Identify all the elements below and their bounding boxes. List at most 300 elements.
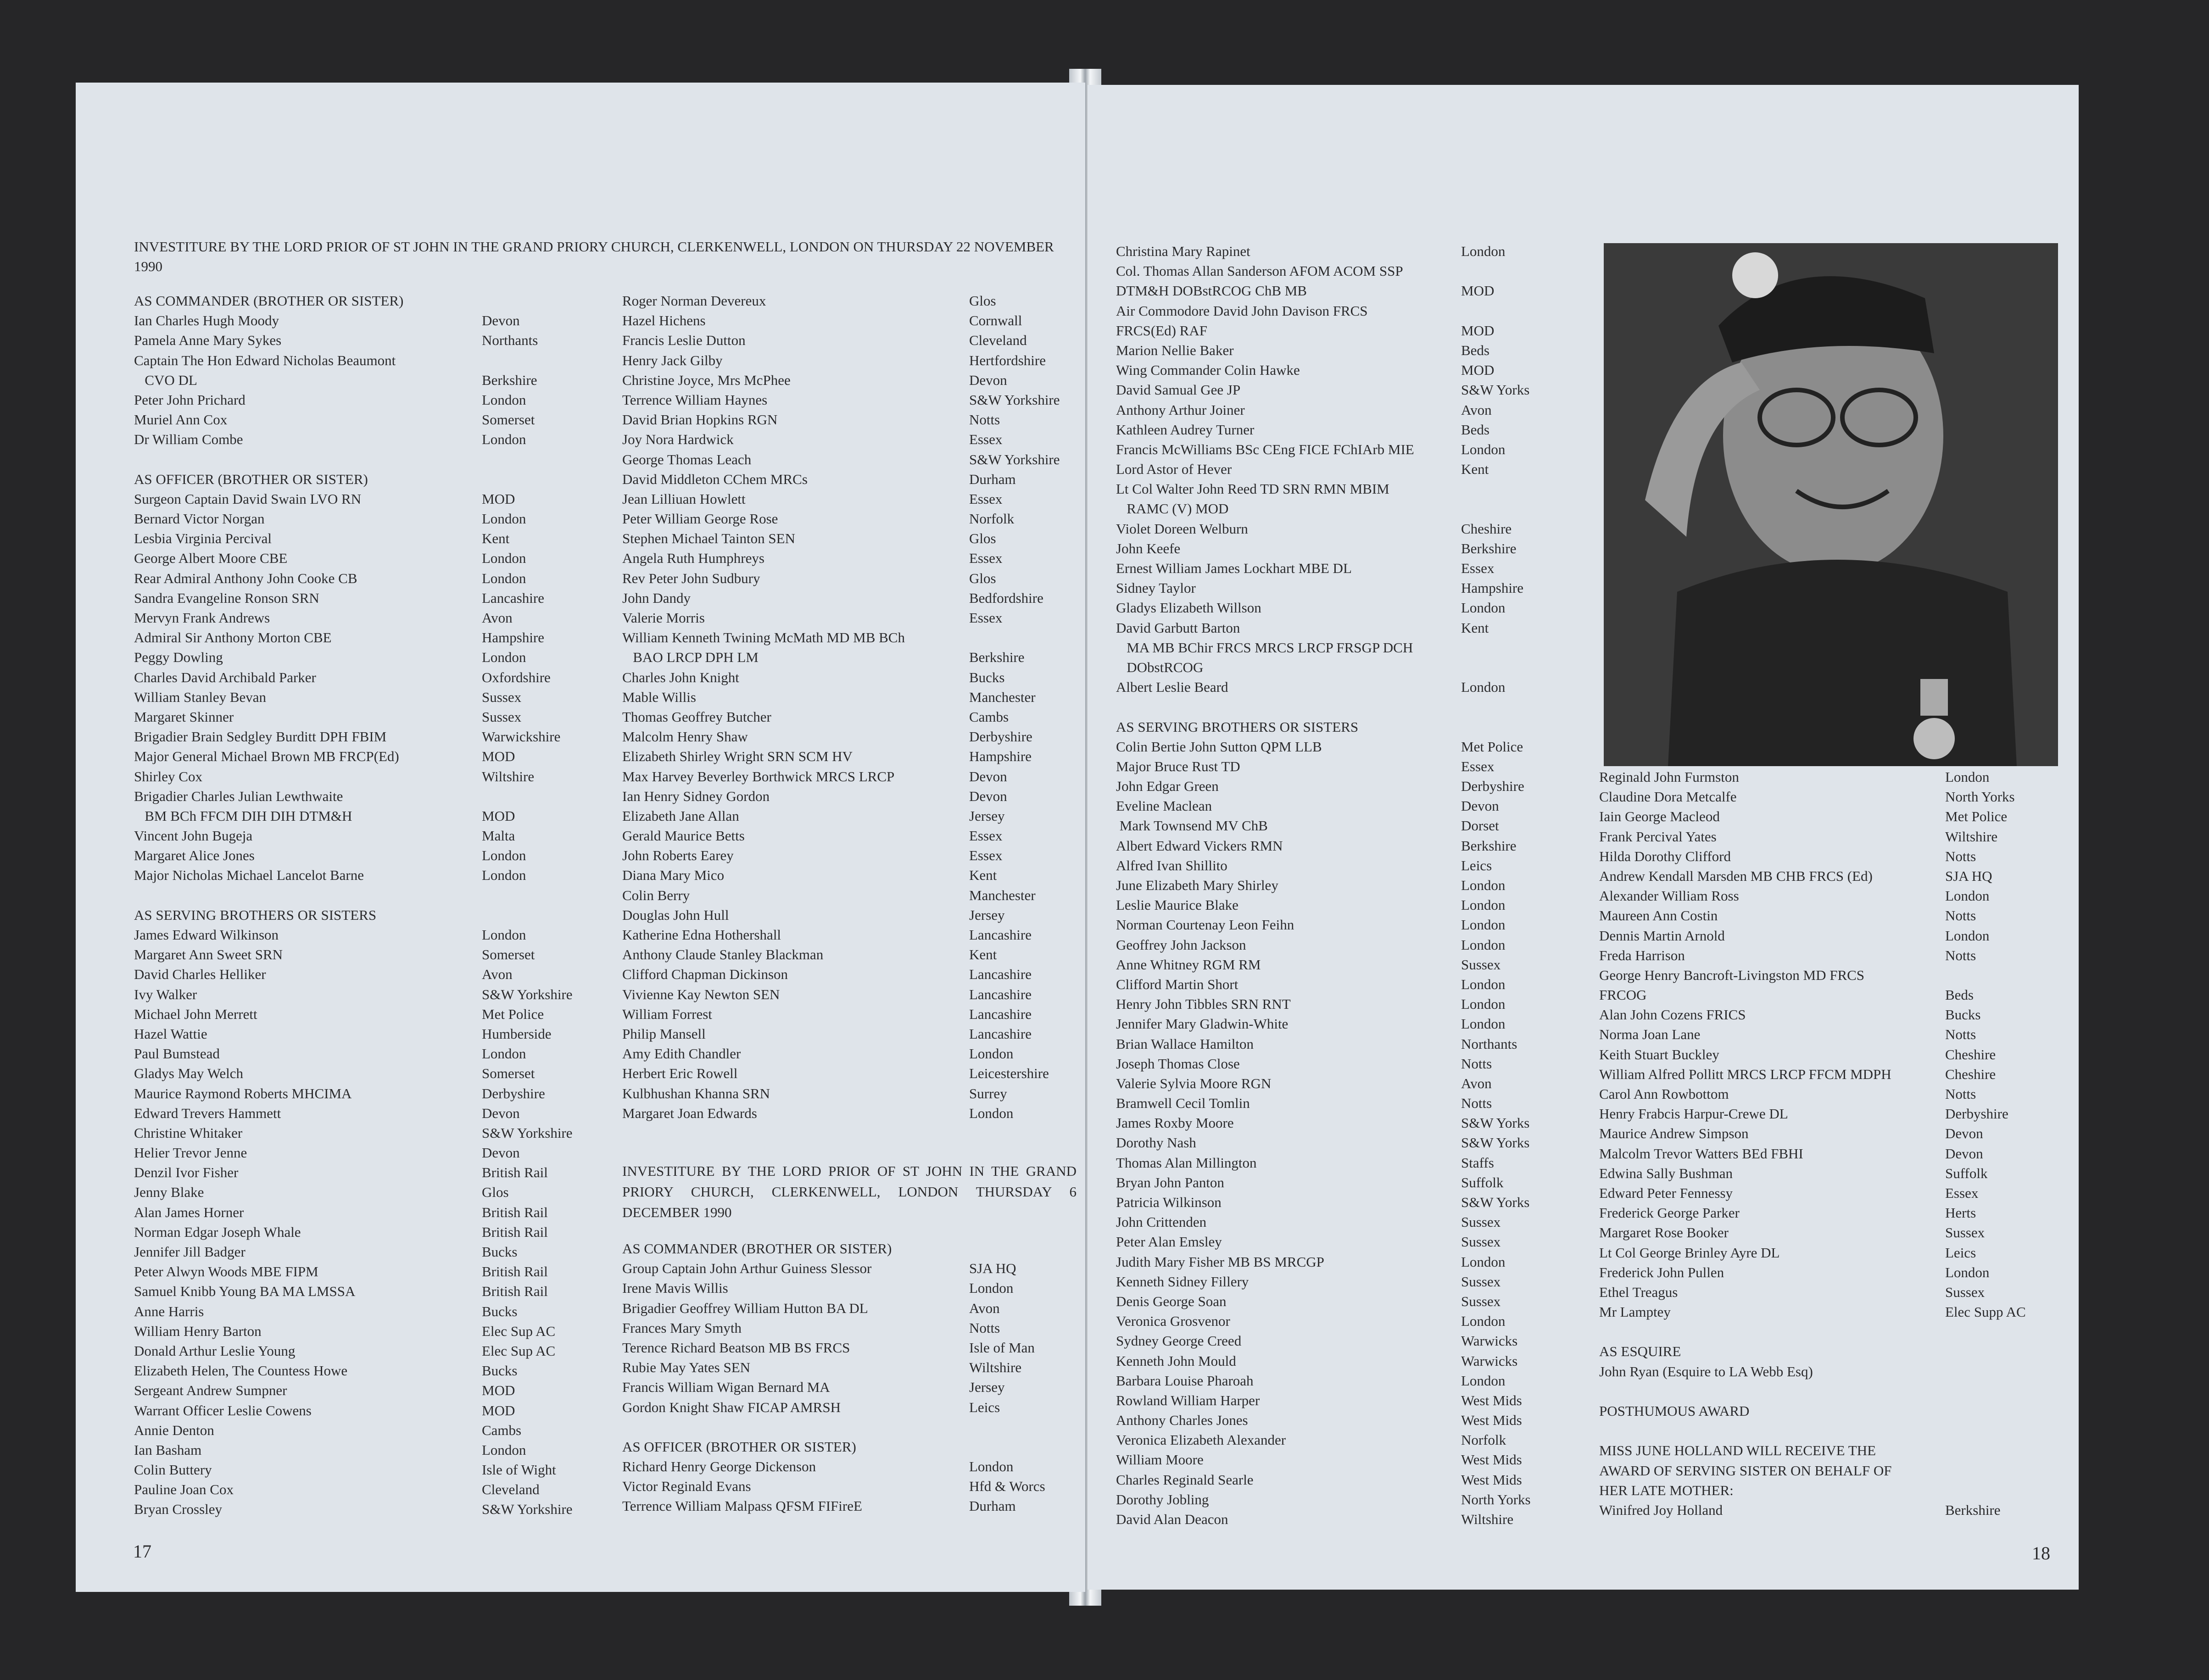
award-entry — [622, 311, 1081, 330]
recipient-name: Lt Col George Brinley Ayre DL — [1599, 1244, 1780, 1261]
recipient-place: Devon — [482, 1145, 520, 1161]
recipient-name: Air Commodore David John Davison FRCS — [1116, 302, 1368, 319]
recipient-place: Cheshire — [1945, 1046, 1996, 1063]
recipient-place: Manchester — [969, 689, 1036, 705]
award-entry — [1599, 1064, 2053, 1084]
recipient-place: MOD — [1461, 322, 1495, 339]
award-entry — [134, 1084, 593, 1103]
award-entry — [1116, 1014, 1575, 1034]
recipient-place: Isle of Man — [969, 1339, 1035, 1356]
award-entry — [1116, 737, 1575, 757]
award-entry — [1116, 1173, 1575, 1192]
recipient-place: Essex — [969, 610, 1003, 626]
award-entry — [1116, 578, 1575, 598]
recipient-name: Dennis Martin Arnold — [1599, 927, 1725, 944]
recipient-name: Samuel Knibb Young BA MA LMSSA — [134, 1283, 356, 1300]
recipient-name: Roger Norman Devereux — [622, 293, 766, 309]
recipient-name: William Forrest — [622, 1006, 712, 1022]
recipient-name: Bryan Crossley — [134, 1501, 223, 1518]
award-entry — [134, 330, 593, 350]
award-entry — [622, 1084, 1081, 1103]
recipient-place: Essex — [1461, 560, 1495, 576]
recipient-place: Hfd & Worcs — [969, 1478, 1045, 1495]
award-entry — [134, 767, 593, 786]
page-number-left: 17 — [133, 1541, 151, 1562]
recipient-name: Colin Bertie John Sutton QPM LLB — [1116, 738, 1322, 755]
recipient-place: London — [482, 511, 526, 527]
award-entry — [134, 1321, 593, 1341]
recipient-place: Berkshire — [1945, 1502, 2001, 1518]
award-entry — [134, 786, 593, 806]
recipient-name: Admiral Sir Anthony Morton CBE — [134, 629, 332, 646]
recipient-place: MOD — [482, 1382, 515, 1399]
recipient-name: Ian Charles Hugh Moody — [134, 312, 279, 329]
award-entry — [1116, 915, 1575, 935]
recipient-place: Met Police — [1945, 808, 2008, 825]
recipient-place: London — [1461, 897, 1506, 913]
award-entry — [1116, 1252, 1575, 1272]
recipient-name: Gladys May Welch — [134, 1065, 243, 1082]
recipient-place: S&W Yorks — [1461, 382, 1530, 398]
recipient-name: David Alan Deacon — [1116, 1511, 1228, 1527]
recipient-place: Wiltshire — [482, 768, 535, 784]
award-entry — [1599, 1362, 2053, 1381]
recipient-name: Norman Courtenay Leon Feihn — [1116, 917, 1294, 933]
award-entry — [622, 687, 1081, 707]
recipient-name: Valerie Morris — [622, 610, 705, 626]
award-entry — [1116, 1410, 1575, 1430]
recipient-name: Terence Richard Beatson MB BS FRCS — [622, 1339, 850, 1356]
award-entry — [134, 865, 593, 885]
recipient-name: Brigadier Geoffrey William Hutton BA DL — [622, 1300, 868, 1316]
recipient-place: London — [482, 1441, 526, 1458]
recipient-place: London — [482, 847, 526, 864]
recipient-name: Peter John Prichard — [134, 391, 245, 408]
recipient-place: Beds — [1945, 987, 1974, 1003]
recipient-name: Thomas Geoffrey Butcher — [622, 708, 771, 725]
recipient-place: London — [482, 550, 526, 567]
recipient-name: Michael John Merrett — [134, 1006, 257, 1022]
recipient-name: Colin Buttery — [134, 1462, 212, 1478]
recipient-name: Maurice Raymond Roberts MHCIMA — [134, 1085, 352, 1101]
recipient-name: Sergeant Andrew Sumpner — [134, 1382, 287, 1399]
award-entry — [622, 1024, 1081, 1044]
recipient-place: Humberside — [482, 1025, 552, 1042]
recipient-place: Devon — [969, 372, 1007, 388]
recipient-place: Bucks — [1945, 1007, 1981, 1023]
recipient-place: Warwickshire — [482, 729, 561, 745]
recipient-name: Sandra Evangeline Ronson SRN — [134, 590, 319, 606]
spacer — [1599, 1421, 2053, 1441]
award-entry — [622, 528, 1081, 548]
spacer — [1599, 1381, 2053, 1401]
recipient-name: Gordon Knight Shaw FICAP AMRSH — [622, 1399, 841, 1415]
recipient-place: London — [482, 391, 526, 408]
recipient-place: Elec Sup AC — [482, 1342, 556, 1359]
recipient-place: Notts — [1945, 1026, 1976, 1043]
award-entry — [1116, 539, 1575, 558]
recipient-place: Glos — [482, 1184, 509, 1201]
award-entry — [134, 568, 593, 588]
recipient-name: Francis William Wigan Bernard MA — [622, 1379, 830, 1396]
recipient-name: CVO DL — [134, 372, 197, 388]
award-entry — [1599, 846, 2053, 866]
recipient-place: Northants — [1461, 1035, 1517, 1052]
recipient-name: Rowland William Harper — [1116, 1392, 1260, 1408]
recipient-place: S&W Yorkshire — [969, 451, 1060, 467]
recipient-name: Frances Mary Smyth — [622, 1319, 742, 1336]
award-entry — [1599, 1263, 2053, 1282]
recipient-name: Colin Berry — [622, 887, 690, 903]
award-entry — [134, 390, 593, 410]
recipient-name: Muriel Ann Cox — [134, 412, 228, 428]
award-entry — [134, 1499, 593, 1519]
recipient-place: Lancashire — [482, 590, 544, 606]
recipient-name: James Roxby Moore — [1116, 1115, 1234, 1131]
recipient-name: Sidney Taylor — [1116, 580, 1196, 596]
recipient-name: Douglas John Hull — [622, 907, 729, 923]
section-heading: AWARD OF SERVING SISTER ON BEHALF OF — [1599, 1462, 1892, 1479]
recipient-place: British Rail — [482, 1204, 548, 1220]
award-entry — [134, 964, 593, 984]
award-entry — [134, 350, 593, 370]
award-entry — [622, 1377, 1081, 1397]
recipient-name: Sydney George Creed — [1116, 1333, 1242, 1349]
award-entry — [1599, 965, 2053, 985]
recipient-name: Helier Trevor Jenne — [134, 1145, 247, 1161]
award-entry — [1116, 1391, 1575, 1410]
recipient-name: Donald Arthur Leslie Young — [134, 1342, 296, 1359]
recipient-place: Devon — [1945, 1145, 1983, 1162]
recipient-place: Cheshire — [1461, 520, 1512, 537]
award-entry — [134, 1163, 593, 1182]
award-entry — [622, 925, 1081, 945]
recipient-name: Clifford Martin Short — [1116, 976, 1238, 992]
recipient-name: Elizabeth Helen, The Countess Howe — [134, 1363, 348, 1379]
recipient-name: John Dandy — [622, 590, 691, 606]
award-entry — [622, 746, 1081, 766]
recipient-name: Maurice Andrew Simpson — [1599, 1125, 1749, 1142]
award-entry — [622, 1004, 1081, 1024]
award-entry — [1116, 677, 1575, 697]
award-entry — [1116, 776, 1575, 796]
recipient-place: Derbyshire — [1945, 1106, 2008, 1122]
recipient-name: Andrew Kendall Marsden MB CHB FRCS (Ed) — [1599, 868, 1873, 884]
recipient-place: Manchester — [969, 887, 1036, 903]
award-entry — [622, 806, 1081, 826]
recipient-name: Margaret Rose Booker — [1599, 1224, 1729, 1241]
column-left-2 — [622, 291, 1081, 1123]
recipient-place: Hertfordshire — [969, 352, 1046, 368]
recipient-name: Charles David Archibald Parker — [134, 669, 316, 685]
recipient-name: Patricia Wilkinson — [1116, 1194, 1222, 1210]
recipient-place: Elec Sup AC — [482, 1323, 556, 1339]
award-entry — [622, 826, 1081, 846]
award-entry — [134, 1460, 593, 1480]
recipient-place: Sussex — [1461, 956, 1501, 973]
recipient-place: Elec Supp AC — [1945, 1304, 2026, 1320]
recipient-place: Staffs — [1461, 1154, 1494, 1171]
recipient-place: London — [1945, 888, 1990, 904]
award-entry — [134, 647, 593, 667]
recipient-place: Derbyshire — [969, 729, 1032, 745]
recipient-name: Bramwell Cecil Tomlin — [1116, 1095, 1250, 1112]
recipient-name: DTM&H DOBstRCOG ChB MB — [1116, 283, 1307, 299]
award-entry — [1599, 1144, 2053, 1163]
recipient-name: Hilda Dorothy Clifford — [1599, 848, 1731, 864]
recipient-place: Jersey — [969, 1379, 1005, 1396]
section-heading: AS ESQUIRE — [1599, 1343, 1681, 1360]
recipient-name: Terrence William Haynes — [622, 391, 768, 408]
recipient-place: Kent — [482, 530, 510, 547]
award-entry — [1116, 1490, 1575, 1509]
recipient-name: Brigadier Charles Julian Lewthwaite — [134, 788, 343, 804]
recipient-name: Barbara Louise Pharoah — [1116, 1372, 1254, 1389]
recipient-place: S&W Yorks — [1461, 1115, 1530, 1131]
recipient-name: Alan John Cozens FRICS — [1599, 1007, 1746, 1023]
recipient-place: Somerset — [482, 1065, 535, 1082]
award-entry — [1116, 558, 1575, 578]
recipient-name: Stephen Michael Tainton SEN — [622, 530, 795, 547]
award-entry — [1116, 1470, 1575, 1490]
award-entry — [1599, 1500, 2053, 1520]
award-entry — [134, 826, 593, 846]
recipient-name: FRCS(Ed) RAF — [1116, 322, 1207, 339]
recipient-place: Somerset — [482, 412, 535, 428]
recipient-place: Sussex — [1461, 1273, 1501, 1290]
recipient-name: Peter Alwyn Woods MBE FIPM — [134, 1263, 318, 1280]
recipient-name: John Crittenden — [1116, 1214, 1207, 1230]
recipient-place: Devon — [482, 1105, 520, 1121]
award-entry — [134, 985, 593, 1004]
award-entry — [622, 330, 1081, 350]
recipient-place: Avon — [482, 610, 513, 626]
award-entry — [1599, 886, 2053, 906]
recipient-name: William Moore — [1116, 1452, 1204, 1468]
award-entry — [134, 1302, 593, 1321]
recipient-place: Durham — [969, 471, 1016, 487]
recipient-place: MOD — [1461, 362, 1495, 378]
recipient-place: SJA HQ — [1945, 868, 1992, 884]
recipient-place: Derbyshire — [1461, 778, 1524, 795]
recipient-place: Derbyshire — [482, 1085, 545, 1101]
award-entry — [622, 945, 1081, 964]
recipient-name: David Brian Hopkins RGN — [622, 412, 778, 428]
award-entry — [1116, 1212, 1575, 1232]
award-entry — [622, 1044, 1081, 1063]
recipient-name: John Edgar Green — [1116, 778, 1219, 795]
recipient-name: Jenny Blake — [134, 1184, 204, 1201]
award-entry — [1599, 827, 2053, 846]
recipient-name: Henry Frabcis Harpur-Crewe DL — [1599, 1106, 1788, 1122]
award-entry — [134, 746, 593, 766]
recipient-name: Katherine Edna Hothershall — [622, 927, 781, 943]
spacer — [1116, 697, 1575, 717]
recipient-name: John Keefe — [1116, 540, 1181, 556]
recipient-place: London — [1461, 1253, 1506, 1270]
award-entry — [622, 1258, 1081, 1278]
recipient-name: Anthony Charles Jones — [1116, 1412, 1248, 1429]
award-entry — [1116, 499, 1575, 518]
section-heading: AS OFFICER (BROTHER OR SISTER) — [622, 1438, 856, 1455]
recipient-place: Essex — [1461, 758, 1495, 774]
recipient-name: Hazel Wattie — [134, 1025, 207, 1042]
recipient-name: Ivy Walker — [134, 986, 197, 1002]
section-heading: AS OFFICER (BROTHER OR SISTER) — [134, 471, 368, 487]
recipient-place: Jersey — [969, 907, 1005, 923]
recipient-place: Lancashire — [969, 1025, 1032, 1042]
award-entry — [134, 687, 593, 707]
award-entry — [1116, 1509, 1575, 1529]
award-entry — [622, 1476, 1081, 1496]
recipient-place: Oxfordshire — [482, 669, 551, 685]
award-entry — [134, 1004, 593, 1024]
recipient-name: Reginald John Furmston — [1599, 769, 1739, 785]
recipient-name: Bernard Victor Norgan — [134, 511, 265, 527]
award-entry — [622, 548, 1081, 568]
award-entry — [1116, 519, 1575, 539]
recipient-name: Valerie Sylvia Moore RGN — [1116, 1075, 1272, 1091]
award-entry — [134, 806, 593, 826]
recipient-name: Claudine Dora Metcalfe — [1599, 789, 1737, 805]
award-entry — [622, 707, 1081, 727]
recipient-name: Winifred Joy Holland — [1599, 1502, 1723, 1518]
recipient-name: Frederick George Parker — [1599, 1205, 1740, 1221]
recipient-name: Elizabeth Jane Allan — [622, 807, 739, 824]
recipient-place: Glos — [969, 570, 996, 586]
recipient-place: Avon — [1461, 1075, 1492, 1091]
recipient-place: London — [1461, 996, 1506, 1012]
column-right-1 — [1116, 241, 1575, 1529]
recipient-name: Henry Jack Gilby — [622, 352, 723, 368]
spacer — [622, 1417, 1081, 1437]
portrait-image — [1604, 243, 2058, 766]
recipient-place: Berkshire — [482, 372, 537, 388]
recipient-name: Christina Mary Rapinet — [1116, 243, 1250, 259]
award-entry — [134, 925, 593, 945]
award-entry — [134, 1480, 593, 1499]
recipient-name: Rear Admiral Anthony John Cooke CB — [134, 570, 357, 586]
recipient-place: Avon — [482, 966, 513, 983]
recipient-name: Edwina Sally Bushman — [1599, 1165, 1733, 1181]
recipient-place: Essex — [1945, 1185, 1979, 1201]
award-entry — [1116, 1054, 1575, 1074]
recipient-name: Malcolm Henry Shaw — [622, 729, 748, 745]
recipient-name: Anthony Claude Stanley Blackman — [622, 946, 824, 963]
award-entry — [1599, 1282, 2053, 1302]
award-entry — [1116, 1192, 1575, 1212]
award-entry — [622, 905, 1081, 925]
award-entry — [1116, 1074, 1575, 1093]
award-entry — [1116, 856, 1575, 875]
recipient-place: West Mids — [1461, 1392, 1522, 1408]
recipient-name: Veronica Elizabeth Alexander — [1116, 1432, 1286, 1448]
recipient-place: Beds — [1461, 421, 1489, 438]
recipient-name: George Henry Bancroft-Livingston MD FRCS — [1599, 967, 1865, 983]
recipient-name: Kenneth Sidney Fillery — [1116, 1273, 1249, 1290]
recipient-place: Notts — [1945, 1086, 1976, 1102]
recipient-place: Sussex — [482, 708, 522, 725]
recipient-place: Sussex — [1945, 1284, 1985, 1300]
recipient-name: John Roberts Earey — [622, 847, 734, 864]
recipient-place: Kent — [969, 946, 997, 963]
recipient-name: Edward Peter Fennessy — [1599, 1185, 1733, 1201]
recipient-place: British Rail — [482, 1224, 548, 1240]
recipient-name: David Middleton CChem MRCs — [622, 471, 808, 487]
award-entry — [1599, 1302, 2053, 1322]
recipient-name: Kulbhushan Khanna SRN — [622, 1085, 770, 1101]
recipient-name: RAMC (V) MOD — [1116, 501, 1229, 517]
award-entry — [1116, 796, 1575, 816]
recipient-place: Norfolk — [1461, 1432, 1506, 1448]
award-entry — [622, 668, 1081, 687]
recipient-name: Leslie Maurice Blake — [1116, 897, 1238, 913]
recipient-name: Annie Denton — [134, 1422, 214, 1438]
recipient-place: London — [1461, 441, 1506, 457]
award-entry — [1116, 1430, 1575, 1450]
recipient-place: London — [1461, 679, 1506, 695]
award-entry — [1116, 836, 1575, 856]
recipient-name: Richard Henry George Dickenson — [622, 1458, 816, 1475]
recipient-place: Notts — [969, 412, 1000, 428]
recipient-place: Devon — [969, 788, 1007, 804]
recipient-place: London — [1461, 1372, 1506, 1389]
recipient-name: Iain George Macleod — [1599, 808, 1720, 825]
award-entry — [622, 608, 1081, 628]
award-entry — [1599, 787, 2053, 807]
recipient-place: London — [969, 1280, 1014, 1296]
award-entry — [1116, 895, 1575, 915]
award-entry — [134, 548, 593, 568]
recipient-place: S&W Yorkshire — [482, 986, 573, 1002]
recipient-name: William Henry Barton — [134, 1323, 262, 1339]
award-entry — [1116, 301, 1575, 321]
recipient-place: Cleveland — [482, 1481, 540, 1498]
recipient-name: Kenneth John Mould — [1116, 1352, 1236, 1369]
recipient-name: Amy Edith Chandler — [622, 1046, 741, 1062]
recipient-place: Hampshire — [969, 748, 1032, 765]
recipient-name: Margaret Ann Sweet SRN — [134, 946, 283, 963]
recipient-place: Essex — [969, 550, 1003, 567]
recipient-place: Bucks — [482, 1244, 518, 1260]
recipient-place: Sussex — [1945, 1224, 1985, 1241]
spacer — [1599, 1322, 2053, 1341]
recipient-place: MOD — [482, 748, 515, 765]
recipient-place: London — [1945, 927, 1990, 944]
recipient-name: Margaret Joan Edwards — [622, 1105, 757, 1121]
award-entry — [1116, 816, 1575, 835]
award-entry — [1116, 360, 1575, 380]
award-entry — [1599, 1104, 2053, 1124]
award-entry — [1116, 241, 1575, 261]
recipient-place: London — [969, 1105, 1014, 1121]
recipient-place: Sussex — [1461, 1293, 1501, 1309]
recipient-name: Pamela Anne Mary Sykes — [134, 332, 282, 349]
award-entry — [1116, 321, 1575, 340]
recipient-name: Anthony Arthur Joiner — [1116, 401, 1245, 418]
recipient-name: Marion Nellie Baker — [1116, 342, 1234, 358]
recipient-place: Essex — [969, 490, 1003, 507]
recipient-name: Wing Commander Colin Hawke — [1116, 362, 1300, 378]
recipient-name: Rev Peter John Sudbury — [622, 570, 760, 586]
award-entry — [622, 1103, 1081, 1123]
award-entry — [1116, 420, 1575, 439]
recipient-place: London — [1461, 976, 1506, 992]
recipient-name: Brigadier Brain Sedgley Burditt DPH FBIM — [134, 729, 387, 745]
award-entry — [134, 1044, 593, 1063]
award-entry — [622, 509, 1081, 528]
recipient-name: Frederick John Pullen — [1599, 1264, 1724, 1280]
